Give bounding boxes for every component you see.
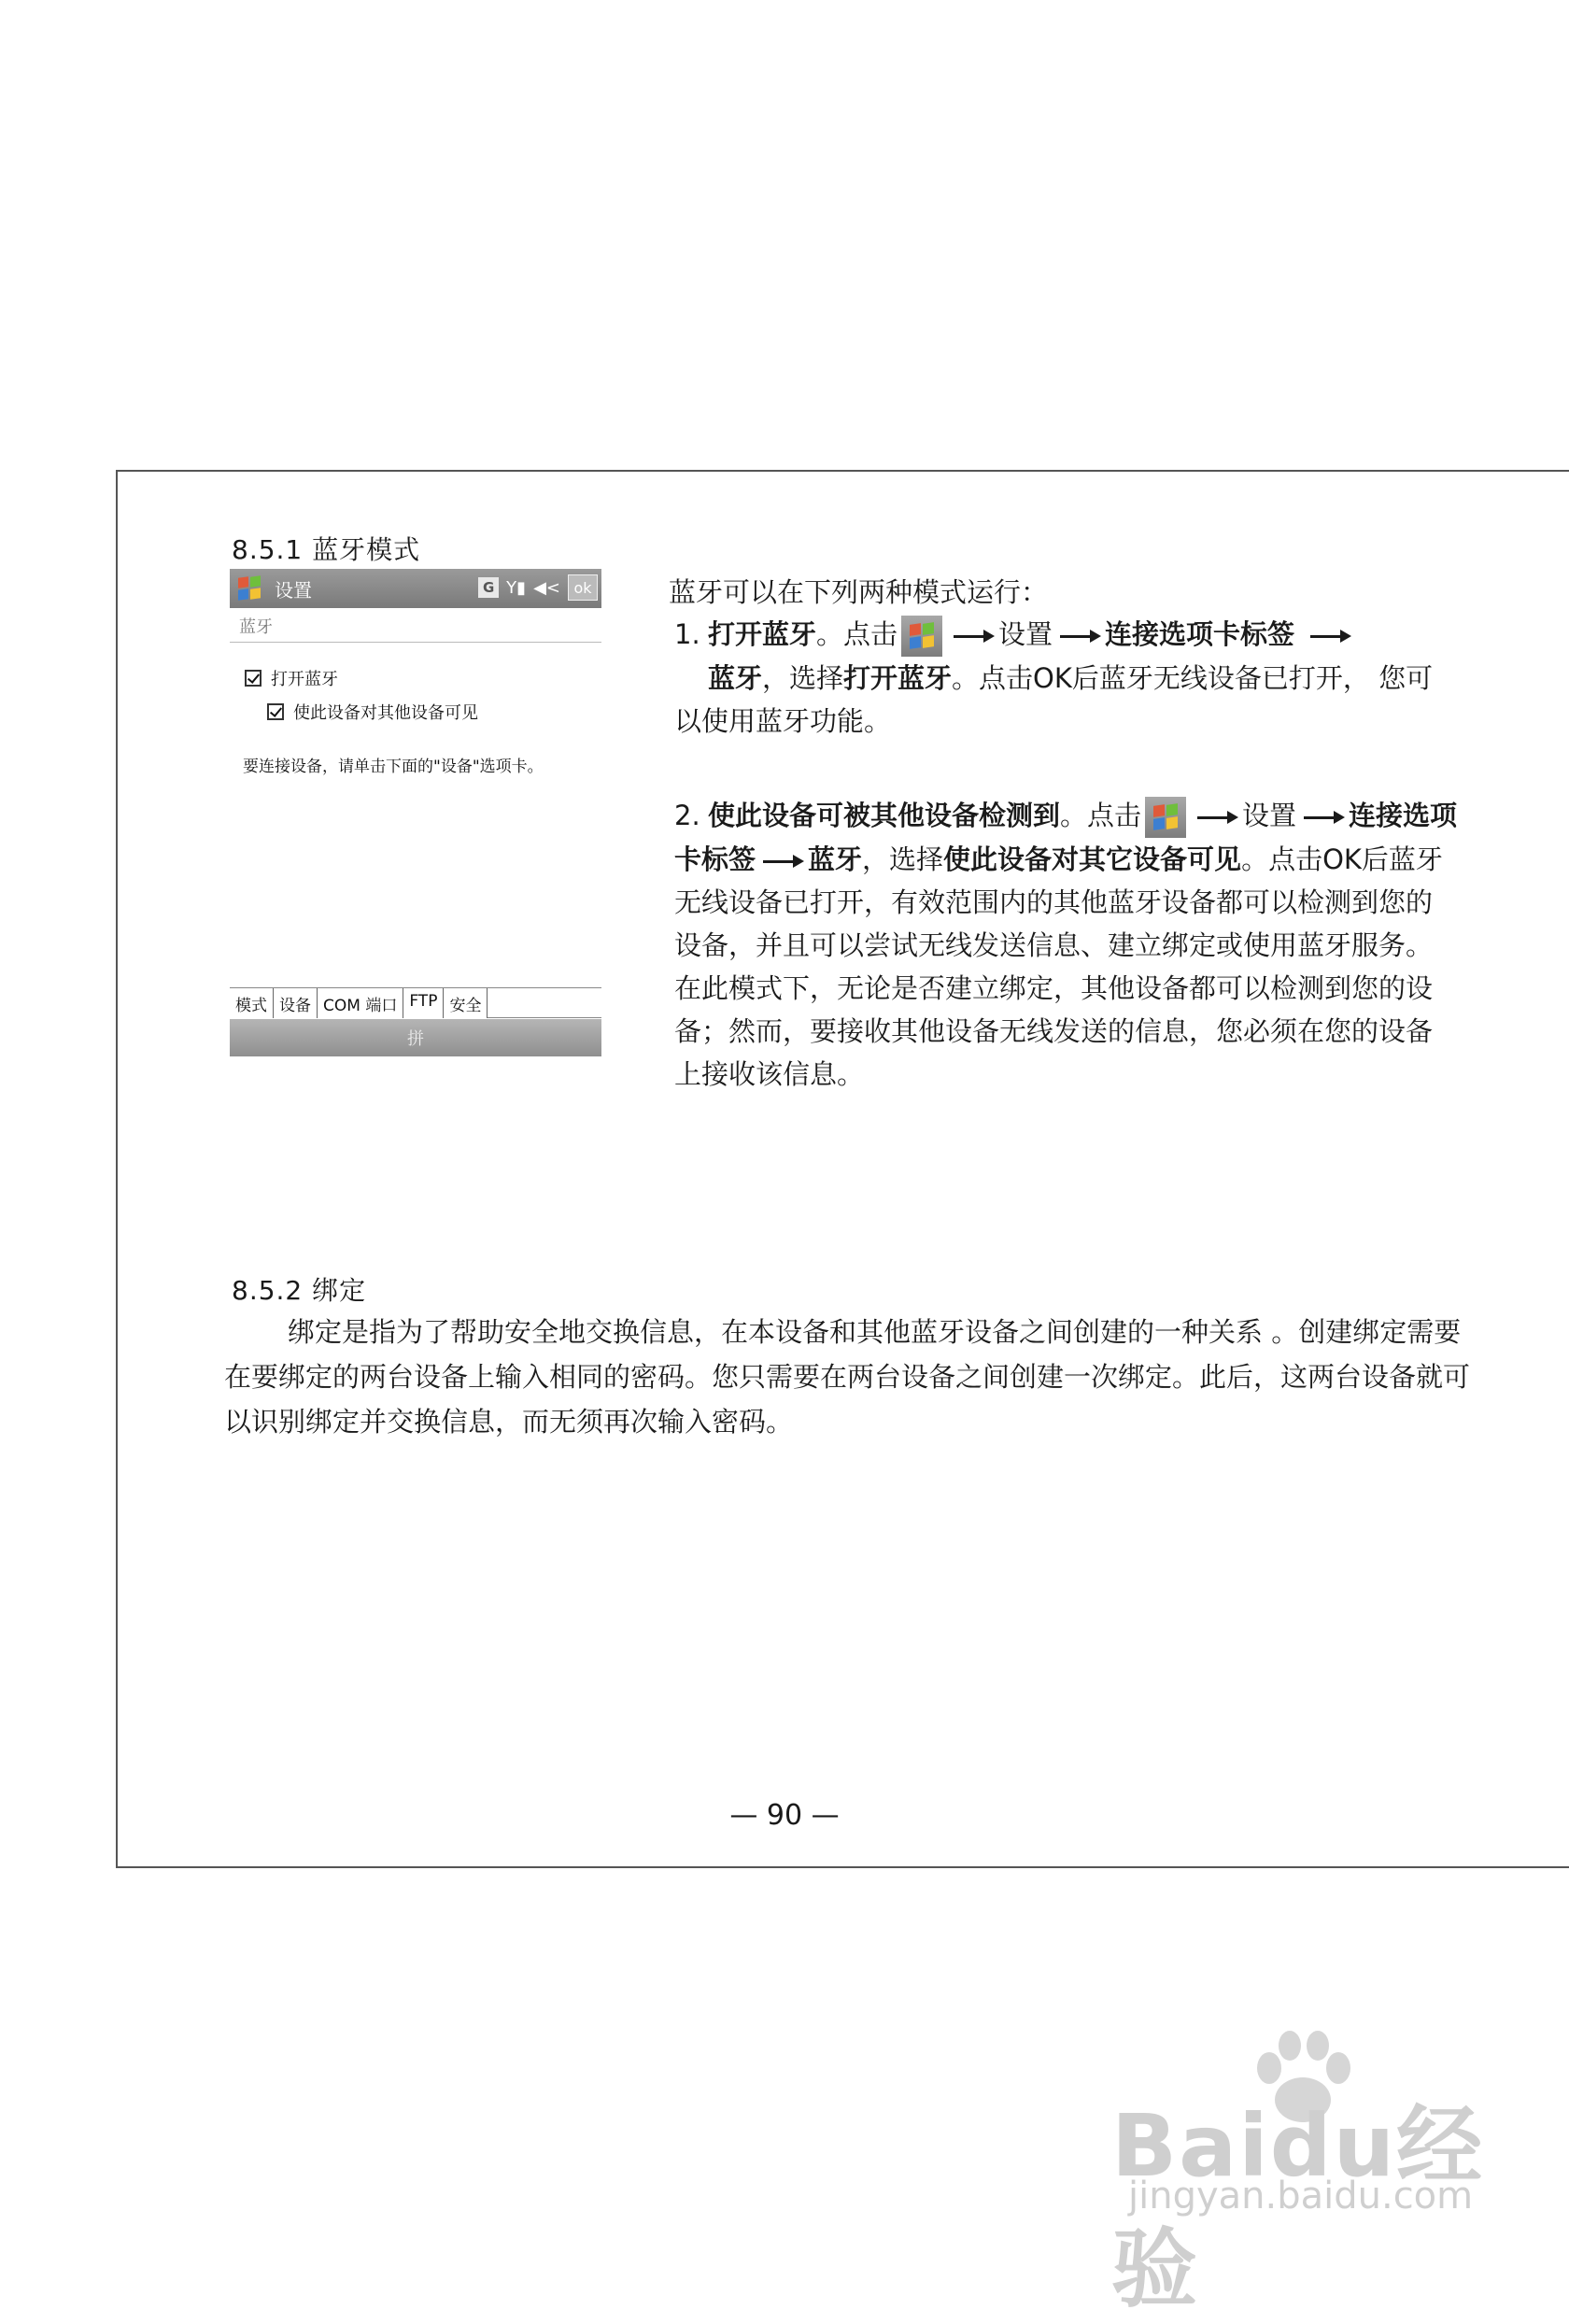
windows-start-icon — [901, 616, 942, 657]
network-g-icon: G — [478, 577, 499, 598]
item-bold: 连接选项卡标签 — [1105, 618, 1295, 650]
ok-button[interactable]: ok — [568, 574, 598, 601]
item-text: 设置 — [998, 618, 1053, 650]
item-text: 。点击 — [816, 618, 898, 650]
item-bold: 使此设备可被其他设备检测到 — [708, 800, 1061, 831]
device-screenshot — [230, 569, 601, 1066]
arrow-right-icon — [1304, 815, 1345, 820]
item-text: ，选择 — [862, 843, 944, 875]
pairing-text: 绑定是指为了帮助安全地交换信息，在本设备和其他蓝牙设备之间创建的一种关系 。创建绑定需要在要绑定的两台设备上输入相同的密码。您只需要在两台设备之间创建一次绑定。此后，这两台设备就可以识别绑定并交换信息，而无须再次输入密码。 — [224, 1316, 1471, 1438]
device-bottom-bar[interactable] — [230, 1019, 601, 1056]
arrow-right-icon — [1197, 815, 1238, 820]
item-bold: 打开蓝牙 — [708, 618, 817, 650]
item-text: 。点击OK后蓝牙无线设备已打开， 您可以使用蓝牙功能。 — [674, 662, 1434, 737]
watermark-url: jingyan.baidu.com — [1128, 2175, 1474, 2218]
tab-security[interactable]: 安全 — [444, 988, 488, 1018]
mode-item-2 — [674, 794, 1459, 1096]
checkbox-label: 使此设备对其他设备可见 — [293, 703, 478, 723]
item-text: 。点击OK后蓝牙无线设备已打开，有效范围内的其他蓝牙设备都可以检测到您的设备，并且可以尝试无线发送信息、建立绑定或使用蓝牙服务。在此模式下，无论是否建立绑定，其他设备都可以检测到您的设备；然而，要接收其他设备无线发送的信息，您必须在您的设备上接收该信息。 — [674, 843, 1443, 1090]
item-number: 1. — [674, 618, 700, 650]
item-text: ，选择 — [762, 662, 844, 694]
device-instruction: 要连接设备，请单击下面的"设备"选项卡。 — [243, 758, 544, 776]
item-bold: 打开蓝牙 — [843, 662, 953, 694]
checkbox-checked-icon[interactable] — [245, 670, 262, 687]
section-title-bluetooth-mode: 8.5.1 蓝牙模式 — [232, 534, 421, 565]
checkbox-discoverable[interactable] — [267, 700, 478, 724]
speaker-icon[interactable]: ◀< — [533, 577, 560, 598]
device-title: 设置 — [275, 578, 312, 602]
tab-devices[interactable]: 设备 — [274, 988, 318, 1018]
mode-item-1 — [674, 613, 1459, 743]
arrow-right-icon — [954, 633, 995, 639]
arrow-right-icon — [1060, 633, 1101, 639]
arrow-right-icon — [1310, 633, 1351, 639]
device-titlebar — [230, 569, 601, 608]
item-text: 。点击 — [1060, 800, 1142, 831]
page-number: — 90 — — [729, 1799, 840, 1832]
input-method-label: 拼 — [407, 1029, 424, 1049]
device-subtitle: 蓝牙 — [230, 608, 601, 643]
windows-start-icon[interactable] — [235, 574, 263, 602]
modes-intro: 蓝牙可以在下列两种模式运行： — [669, 576, 1049, 608]
pairing-paragraph — [224, 1310, 1485, 1444]
arrow-right-icon — [763, 858, 804, 864]
device-tab-bar — [230, 987, 601, 1018]
tab-com-port[interactable]: COM 端口 — [318, 988, 403, 1018]
item-text: 设置 — [1242, 800, 1297, 831]
checkbox-enable-bluetooth[interactable] — [245, 666, 338, 690]
item-bold: 连接选项卡标签 — [674, 800, 1458, 875]
baidu-watermark — [1111, 2027, 1550, 2319]
watermark-brand: Baidu经验 — [1111, 2096, 1485, 2319]
signal-icon: Y▮ — [506, 577, 527, 598]
windows-start-icon — [1145, 797, 1186, 838]
item-bold: 蓝牙 — [708, 662, 763, 694]
section-title-pairing: 8.5.2 绑定 — [232, 1275, 367, 1306]
checkbox-checked-icon[interactable] — [267, 703, 284, 720]
tab-ftp[interactable]: FTP — [403, 988, 444, 1018]
item-bold: 蓝牙 — [808, 843, 863, 875]
checkbox-label: 打开蓝牙 — [271, 670, 338, 689]
tab-mode[interactable]: 模式 — [230, 988, 274, 1018]
item-bold: 使此设备对其它设备可见 — [943, 843, 1242, 875]
item-number: 2. — [674, 800, 700, 831]
